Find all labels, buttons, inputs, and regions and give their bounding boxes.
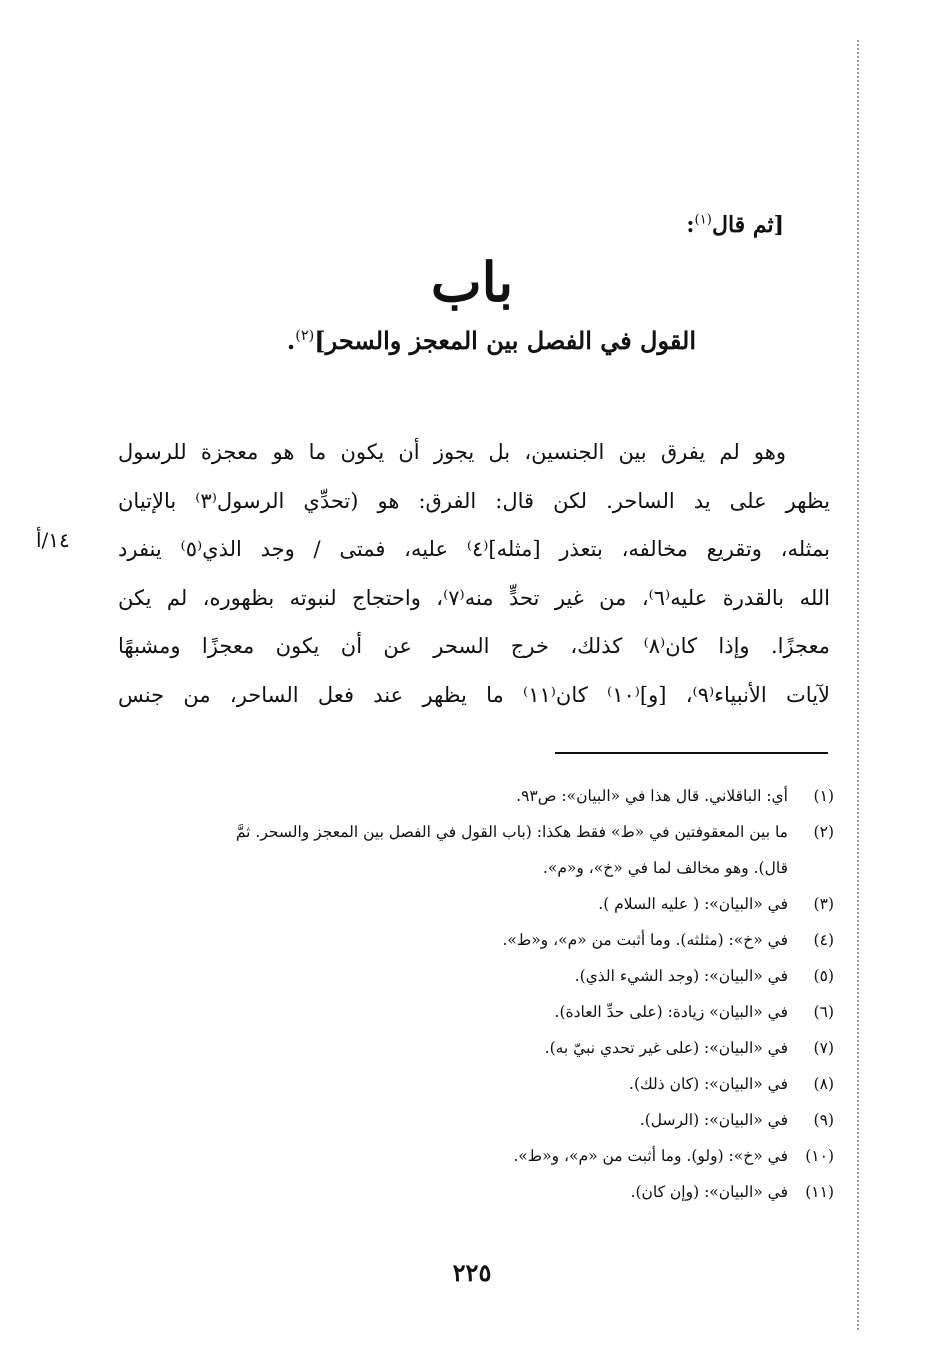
page-number: ٢٢٥	[452, 1258, 492, 1287]
footnote-number: (٢)	[813, 823, 834, 841]
body-paragraph	[118, 428, 830, 719]
footnote-text: في «البيان»: ( عليه السلام ).	[598, 895, 788, 913]
footnotes-list	[104, 778, 834, 1210]
subtitle-footnote-mark: (٢)	[295, 328, 315, 344]
footnote-item	[104, 922, 834, 958]
footnote-text-continued: قال). وهو مخالف لما في «خ»، و«م».	[542, 859, 788, 877]
footnote-number: (٤)	[813, 931, 834, 949]
chapter-heading: باب	[430, 250, 514, 314]
footnote-item	[104, 1066, 834, 1102]
intro-footnote-mark: (١)	[694, 212, 712, 228]
footnote-text: في «خ»: (ولو). وما أثبت من «م»، و«ط».	[513, 1147, 788, 1165]
footnote-item	[104, 1030, 834, 1066]
body-line: معجزًا. وإذا كان⁽٨⁾ كذلك، خرج السحر عن أن يكون معجزًا ومشبهًا	[118, 634, 830, 658]
intro-colon: :	[686, 212, 695, 238]
footnote-item	[104, 958, 834, 994]
section-subtitle	[287, 326, 696, 355]
body-line: لآيات الأنبياء⁽٩⁾، [و]⁽١٠⁾ كان⁽١١⁾ ما يظهر عند فعل الساحر، من جنس	[118, 682, 830, 707]
footnote-item	[104, 994, 834, 1030]
body-line: يظهر على يد الساحر. لكن قال: الفرق: هو (تحدِّي الرسول⁽٣⁾ بالإتيان	[118, 488, 830, 513]
body-line: الله بالقدرة عليه⁽٦⁾، من غير تحدٍّ منه⁽٧⁾، واحتجاج لنبوته بظهوره، لم يكن	[118, 585, 830, 610]
footnote-item	[104, 1138, 834, 1174]
body-line: بمثله، وتقريع مخالفه، بتعذر [مثله]⁽٤⁾ عليه، فمتى / وجد الذي⁽٥⁾ ينفرد	[118, 537, 830, 561]
page-edge-dotted-line	[857, 40, 859, 1330]
footnote-item	[104, 1174, 834, 1210]
footnote-number: (٣)	[813, 895, 834, 913]
footnote-text: ما بين المعقوفتين في «ط» فقط هكذا: (باب القول في الفصل بين المعجز والسحر. ثمَّ	[235, 823, 788, 841]
subtitle-end: .	[286, 326, 296, 355]
footnote-text: في «البيان»: (الرسل).	[639, 1111, 788, 1129]
footnote-text: في «البيان» زيادة: (على حدِّ العادة).	[554, 1003, 788, 1021]
footnote-separator	[555, 752, 828, 754]
footnote-text: في «البيان»: (على غير تحدي نبيّ به).	[544, 1039, 788, 1057]
body-line: وهو لم يفرق بين الجنسين، بل يجوز أن يكون ما هو معجزة للرسول	[118, 440, 786, 464]
subtitle-text: القول في الفصل بين المعجز والسحر]	[314, 326, 696, 355]
manuscript-folio-ref: ١٤/أ	[36, 528, 70, 552]
footnote-item	[104, 886, 834, 922]
footnote-number: (١)	[813, 787, 834, 805]
footnote-item	[104, 814, 834, 850]
footnote-number: (٥)	[813, 967, 834, 985]
footnote-text: في «البيان»: (وإن كان).	[630, 1183, 788, 1201]
footnote-text: في «البيان»: (وجد الشيء الذي).	[574, 967, 788, 985]
footnote-number: (١١)	[805, 1183, 834, 1201]
footnote-text: في «البيان»: (كان ذلك).	[629, 1075, 788, 1093]
intro-text: [ثم قال	[711, 212, 784, 238]
footnote-continuation	[104, 850, 834, 886]
footnote-number: (٩)	[813, 1111, 834, 1129]
footnote-number: (٨)	[813, 1075, 834, 1093]
footnote-number: (١٠)	[805, 1147, 834, 1165]
footnote-text: في «خ»: (مثلثه). وما أثبت من «م»، و«ط».	[502, 931, 788, 949]
footnote-item	[104, 778, 834, 814]
footnote-number: (٧)	[813, 1039, 834, 1057]
footnote-text: أي: الباقلاني. قال هذا في «البيان»: ص٩٣.	[516, 787, 788, 805]
footnote-number: (٦)	[813, 1003, 834, 1021]
intro-line	[686, 212, 784, 238]
footnote-item	[104, 1102, 834, 1138]
